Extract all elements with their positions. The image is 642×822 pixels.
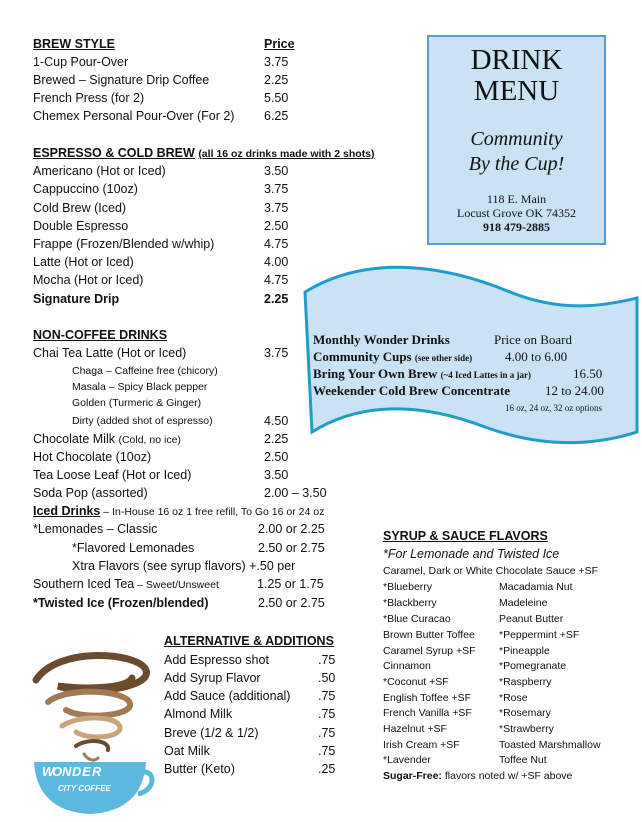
sugar-free-label: Sugar-Free: — [383, 770, 442, 782]
logo-letter: R — [92, 764, 103, 779]
flavor-item: *Rosemary — [499, 707, 551, 719]
list-item: Almond Milk — [164, 707, 233, 721]
list-item: *Twisted Ice (Frozen/blended) — [33, 596, 209, 610]
flavor-item: *Raspberry — [499, 676, 552, 688]
syrup-header: SYRUP & SAUCE FLAVORS — [383, 529, 548, 543]
flavor-item: Macadamia Nut — [499, 581, 573, 593]
flavor-item: *Lavender — [383, 754, 431, 766]
item-price: 3.75 — [264, 346, 289, 360]
item-price: 2.50 — [264, 450, 289, 464]
flavor-item: *Blue Curacao — [383, 613, 451, 625]
community-cups-price: 4.00 to 6.00 — [505, 349, 568, 364]
chai-option: Golden (Turmeric & Ginger) — [72, 397, 202, 409]
flavor-item: *Strawberry — [499, 723, 554, 735]
flavor-item: Toffee Nut — [499, 754, 547, 766]
item-price: 2.50 or 2.75 — [258, 596, 325, 610]
list-item — [33, 576, 219, 593]
phone-number: 918 479-2885 — [483, 220, 550, 234]
list-item: Hot Chocolate (10oz) — [33, 450, 152, 464]
flavor-item: *Pomegranate — [499, 660, 567, 672]
flavor-item: Hazelnut +SF — [383, 723, 447, 735]
list-item: Americano (Hot or Iced) — [33, 164, 166, 178]
item-price: 4.75 — [264, 273, 289, 287]
list-item: Soda Pop (assorted) — [33, 486, 148, 500]
flavor-item: Toasted Marshmallow — [499, 739, 601, 751]
menu-title-line: DRINK — [470, 44, 563, 76]
item-price: 6.25 — [264, 109, 289, 123]
flavor-item: Peanut Butter — [499, 613, 564, 625]
item-price: 3.75 — [264, 55, 289, 69]
list-item: Signature Drip — [33, 292, 120, 306]
iced-note: – In-House 16 oz 1 free refill, To Go 16 or 24 oz — [100, 506, 325, 518]
list-item: Oat Milk — [164, 744, 210, 758]
item-price: 1.25 or 1.75 — [257, 577, 324, 591]
logo-letter: D — [72, 764, 83, 779]
iced-header: Iced Drinks — [33, 504, 101, 518]
list-item: Xtra Flavors (see syrup flavors) +.50 per — [72, 559, 296, 573]
list-item: Cappuccino (10oz) — [33, 182, 138, 196]
title-panel — [427, 35, 606, 245]
community-cups-name: Community Cups — [313, 349, 412, 364]
item-price: .75 — [318, 689, 336, 703]
iced-header-line — [33, 503, 324, 520]
item-price: .75 — [318, 707, 336, 721]
item-price: 4.00 — [264, 255, 289, 269]
item-price: 3.50 — [264, 468, 289, 482]
flavor-item: Caramel Syrup +SF — [383, 645, 476, 657]
byob-line — [313, 366, 531, 383]
list-item: Cold Brew (Iced) — [33, 201, 127, 215]
list-item: 1-Cup Pour-Over — [33, 55, 129, 69]
tagline-line: Community — [470, 128, 563, 150]
item-price: 2.50 — [264, 219, 289, 233]
list-item: Butter (Keto) — [164, 762, 235, 776]
item-price: 2.25 — [264, 73, 289, 87]
item-price: 5.50 — [264, 91, 289, 105]
address — [429, 192, 604, 234]
espresso-header: ESPRESSO & COLD BREW — [33, 146, 195, 160]
item-price: .75 — [318, 744, 336, 758]
chai-option: Chaga – Caffeine free (chicory) — [72, 365, 218, 377]
menu-title — [429, 45, 604, 107]
sugar-free-note-line — [383, 768, 572, 784]
logo-letter: O — [52, 764, 64, 779]
item-price: 4.50 — [264, 414, 289, 428]
byob-name: Bring Your Own Brew — [313, 366, 438, 381]
chai-option: Masala – Spicy Black pepper — [72, 381, 208, 393]
caramel-line: Caramel, Dark or White Chocolate Sauce +SF — [383, 565, 599, 577]
item-price: 4.75 — [264, 237, 289, 251]
flavor-item: *Peppermint +SF — [499, 629, 580, 641]
item-price: 2.25 — [264, 292, 289, 306]
logo-letter: E — [82, 764, 92, 779]
monthly-wonder-name: Monthly Wonder Drinks — [313, 332, 450, 347]
flavor-item: *Blueberry — [383, 581, 433, 593]
list-item: Tea Loose Leaf (Hot or Iced) — [33, 468, 192, 482]
item-price: 3.50 — [264, 164, 289, 178]
item-price: 2.00 – 3.50 — [264, 486, 327, 500]
address-line: Locust Grove OK 74352 — [457, 206, 576, 220]
monthly-wonder-price: Price on Board — [494, 332, 572, 347]
logo-letter: N — [62, 764, 73, 779]
byob-note: (~4 Iced Lattes in a jar) — [440, 370, 532, 380]
item-price: .50 — [318, 671, 336, 685]
list-item: Brewed – Signature Drip Coffee — [33, 73, 210, 87]
item-price: .25 — [318, 762, 336, 776]
community-cups-line — [313, 349, 472, 366]
list-item: Double Espresso — [33, 219, 129, 233]
espresso-header-note: (all 16 oz drinks made with 2 shots) — [198, 148, 375, 160]
item-note: – Sweet/Unsweet — [134, 579, 219, 591]
list-item: Latte (Hot or Iced) — [33, 255, 134, 269]
list-item: Mocha (Hot or Iced) — [33, 273, 144, 287]
weekender-sizes: 16 oz, 24 oz, 32 oz options — [505, 403, 602, 413]
logo-letter: W — [42, 764, 56, 779]
list-item: Add Syrup Flavor — [164, 671, 261, 685]
item-note: (Cold, no ice) — [118, 434, 181, 446]
flavor-item: English Toffee +SF — [383, 692, 472, 704]
alternative-header: ALTERNATIVE & ADDITIONS — [164, 634, 334, 648]
item-name: Southern Iced Tea — [33, 577, 135, 591]
flavor-item: Irish Cream +SF — [383, 739, 460, 751]
community-cups-note: (see other side) — [414, 353, 473, 363]
item-price: 2.00 or 2.25 — [258, 522, 325, 536]
logo-subtitle: CITY COFFEE — [58, 784, 111, 793]
flavor-item: Brown Butter Toffee — [383, 629, 475, 641]
list-item: Chemex Personal Pour-Over (For 2) — [33, 109, 235, 123]
noncoffee-header: NON-COFFEE DRINKS — [33, 328, 168, 342]
weekender-price: 12 to 24.00 — [545, 383, 604, 398]
flavor-item: *Blackberry — [383, 597, 437, 609]
address-line: 118 E. Main — [486, 192, 547, 206]
flavor-item: French Vanilla +SF — [383, 707, 472, 719]
tagline — [429, 127, 604, 177]
item-price: .75 — [318, 653, 336, 667]
list-item: French Press (for 2) — [33, 91, 145, 105]
byob-price: 16.50 — [573, 366, 603, 381]
list-item: Add Espresso shot — [164, 653, 269, 667]
item-name: Chocolate Milk — [33, 432, 115, 446]
list-item: *Flavored Lemonades — [72, 541, 195, 555]
logo-wordmark — [42, 764, 102, 779]
list-item: Chai Tea Latte (Hot or Iced) — [33, 346, 187, 360]
list-item: Add Sauce (additional) — [164, 689, 291, 703]
sugar-free-note: flavors noted w/ +SF above — [441, 770, 573, 782]
espresso-header-line — [33, 145, 375, 162]
list-item — [33, 431, 181, 448]
menu-title-line: MENU — [473, 75, 560, 107]
flavor-item: *Coconut +SF — [383, 676, 449, 688]
item-price: .75 — [318, 726, 336, 740]
weekender-name: Weekender Cold Brew Concentrate — [313, 383, 511, 398]
flavor-item: Madeleine — [499, 597, 548, 609]
item-price: 3.75 — [264, 201, 289, 215]
list-item: Frappe (Frozen/Blended w/whip) — [33, 237, 215, 251]
price-header: Price — [264, 37, 295, 51]
item-price: 2.50 or 2.75 — [258, 541, 325, 555]
lemonade-note: *For Lemonade and Twisted Ice — [383, 547, 560, 561]
flavor-item: *Pineapple — [499, 645, 550, 657]
item-price: 3.75 — [264, 182, 289, 196]
flavor-item: *Rose — [499, 692, 528, 704]
flavor-item: Cinnamon — [383, 660, 431, 672]
list-item: Breve (1/2 & 1/2) — [164, 726, 259, 740]
chai-option: Dirty (added shot of espresso) — [72, 415, 213, 427]
tagline-line: By the Cup! — [468, 153, 565, 175]
list-item: *Lemonades – Classic — [33, 522, 158, 536]
brew-header: BREW STYLE — [33, 37, 115, 51]
item-price: 2.25 — [264, 432, 289, 446]
